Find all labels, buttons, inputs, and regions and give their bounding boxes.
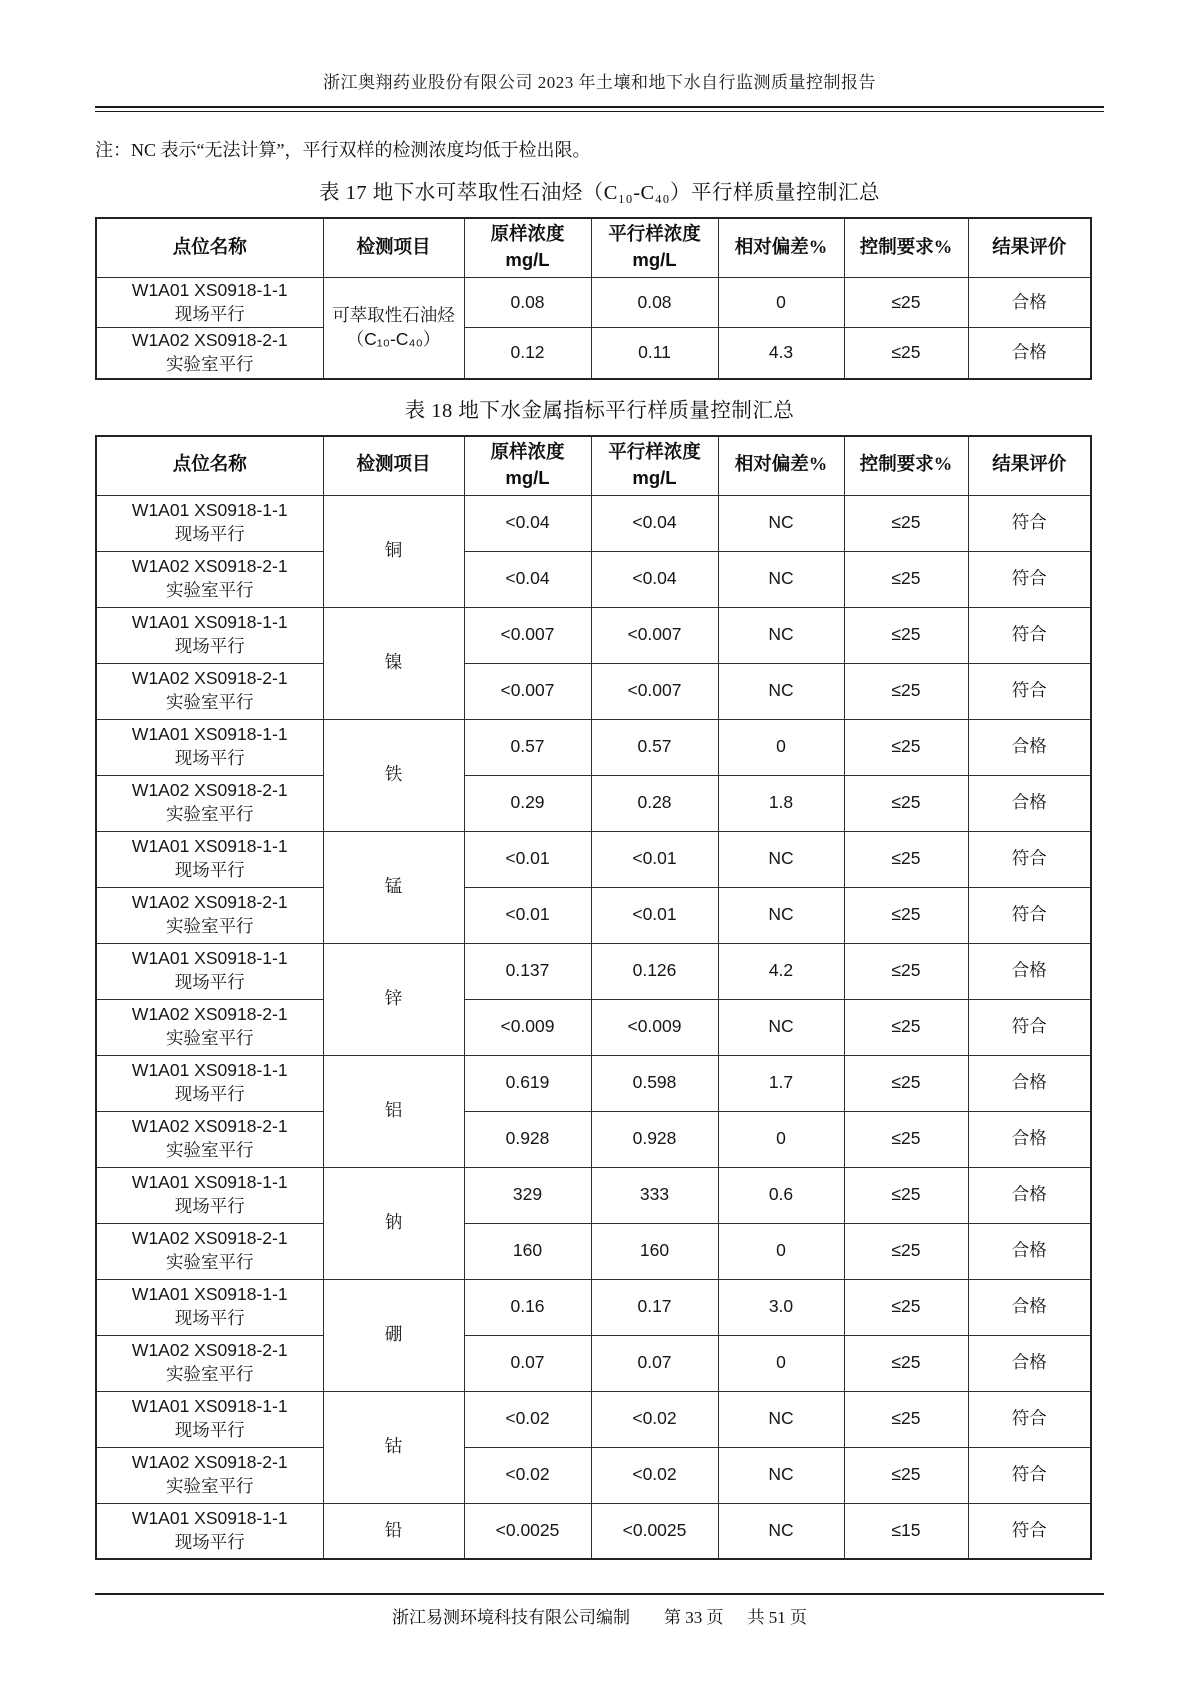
col-header-point-name	[96, 436, 323, 496]
cell-relative-deviation: 0	[718, 1111, 844, 1167]
cell-duplicate-concentration: 0.17	[591, 1279, 718, 1335]
cell-point-name	[96, 663, 323, 719]
col-header-unit: mg/L	[505, 466, 550, 488]
cell-relative-deviation: 4.2	[718, 943, 844, 999]
cell-test-item: 锰	[323, 831, 464, 943]
point-id: W1A01 XS0918-1-1	[131, 1508, 288, 1529]
cell-control-requirement: ≤25	[844, 719, 968, 775]
cell-result-evaluation: 合格	[968, 1111, 1091, 1167]
cell-relative-deviation: NC	[718, 999, 844, 1055]
col-header-relative-deviation	[718, 218, 844, 278]
cell-result-evaluation: 符合	[968, 999, 1091, 1055]
cell-point-name	[96, 1391, 323, 1447]
cell-control-requirement: ≤25	[844, 1447, 968, 1503]
cell-result-evaluation: 合格	[968, 1279, 1091, 1335]
cell-test-item: 铁	[323, 719, 464, 831]
cell-control-requirement: ≤25	[844, 1055, 968, 1111]
cell-original-concentration: <0.0025	[464, 1503, 591, 1559]
cell-point-name	[96, 551, 323, 607]
sample-type: 现场平行	[174, 748, 245, 768]
cell-test-item: 硼	[323, 1279, 464, 1391]
sample-type: 实验室平行	[166, 580, 254, 600]
col-header-label: 平行样浓度	[608, 225, 701, 246]
note-text: 注：NC 表示“无法计算”，平行双样的检测浓度均低于检出限。	[95, 140, 591, 160]
sample-type: 现场平行	[174, 1420, 245, 1440]
cell-control-requirement: ≤25	[844, 278, 968, 328]
header-double-rule	[95, 106, 1104, 112]
table-row	[96, 663, 1091, 719]
cell-control-requirement: ≤25	[844, 1391, 968, 1447]
col-header-label: 平行样浓度	[608, 442, 701, 463]
cell-control-requirement: ≤25	[844, 1223, 968, 1279]
point-id: W1A02 XS0918-2-1	[131, 780, 288, 801]
cell-duplicate-concentration: <0.02	[591, 1391, 718, 1447]
point-id: W1A01 XS0918-1-1	[131, 836, 288, 857]
cell-original-concentration: 0.928	[464, 1111, 591, 1167]
cell-result-evaluation: 合格	[968, 1167, 1091, 1223]
cell-control-requirement: ≤25	[844, 1167, 968, 1223]
cell-original-concentration: 0.07	[464, 1335, 591, 1391]
cell-duplicate-concentration: <0.01	[591, 887, 718, 943]
footer-rule	[95, 1593, 1104, 1595]
cell-duplicate-concentration: 333	[591, 1167, 718, 1223]
cell-original-concentration: 0.08	[464, 278, 591, 328]
cell-duplicate-concentration: 0.126	[591, 943, 718, 999]
cell-point-name	[96, 887, 323, 943]
col-header-label: 点位名称	[172, 455, 247, 476]
sample-type: 实验室平行	[166, 804, 254, 824]
cell-duplicate-concentration: <0.007	[591, 663, 718, 719]
cell-duplicate-concentration: <0.04	[591, 551, 718, 607]
sample-type: 实验室平行	[166, 1364, 254, 1384]
cell-result-evaluation: 符合	[968, 1447, 1091, 1503]
sample-type: 实验室平行	[166, 916, 254, 936]
cell-duplicate-concentration: 0.28	[591, 775, 718, 831]
header-row	[96, 218, 1091, 278]
sample-type: 实验室平行	[166, 1252, 254, 1272]
cell-control-requirement: ≤25	[844, 831, 968, 887]
col-header-duplicate-concentration	[591, 218, 718, 278]
cell-point-name	[96, 775, 323, 831]
cell-duplicate-concentration: 0.08	[591, 278, 718, 328]
sample-type: 现场平行	[174, 636, 245, 656]
cell-result-evaluation: 合格	[968, 328, 1091, 379]
cell-control-requirement: ≤25	[844, 663, 968, 719]
cell-original-concentration: 0.16	[464, 1279, 591, 1335]
table-row	[96, 495, 1091, 551]
cell-relative-deviation: NC	[718, 1391, 844, 1447]
cell-relative-deviation: NC	[718, 887, 844, 943]
point-id: W1A02 XS0918-2-1	[131, 1004, 288, 1025]
cell-duplicate-concentration: 160	[591, 1223, 718, 1279]
cell-control-requirement: ≤25	[844, 887, 968, 943]
col-header-control-requirement	[844, 436, 968, 496]
col-header-label: 控制要求%	[859, 237, 953, 258]
cell-result-evaluation: 符合	[968, 887, 1091, 943]
cell-relative-deviation: 0	[718, 1223, 844, 1279]
cell-duplicate-concentration: <0.0025	[591, 1503, 718, 1559]
cell-result-evaluation: 合格	[968, 1223, 1091, 1279]
cell-point-name	[96, 278, 323, 328]
cell-result-evaluation: 符合	[968, 831, 1091, 887]
sample-type: 现场平行	[174, 1531, 245, 1552]
point-id: W1A02 XS0918-2-1	[131, 1452, 288, 1473]
point-id: W1A02 XS0918-2-1	[131, 556, 288, 577]
header-row	[96, 436, 1091, 496]
col-header-test-item	[323, 218, 464, 278]
cell-test-item: 镍	[323, 607, 464, 719]
cell-relative-deviation: 0.6	[718, 1167, 844, 1223]
cell-original-concentration: 0.619	[464, 1055, 591, 1111]
sample-type: 现场平行	[174, 524, 245, 544]
cell-test-item: 铅	[323, 1503, 464, 1559]
cell-test-item: 钴	[323, 1391, 464, 1503]
cell-point-name	[96, 943, 323, 999]
table-row	[96, 1167, 1091, 1223]
cell-original-concentration: <0.007	[464, 663, 591, 719]
cell-duplicate-concentration: 0.57	[591, 719, 718, 775]
metals-parallel-table	[95, 435, 1092, 1561]
cell-result-evaluation: 合格	[968, 278, 1091, 328]
table18-title: 表 18 地下水金属指标平行样质量控制汇总	[404, 399, 795, 422]
point-id: W1A01 XS0918-1-1	[131, 1396, 288, 1417]
col-header-result-evaluation	[968, 436, 1091, 496]
point-id: W1A01 XS0918-1-1	[131, 1172, 288, 1193]
footer-page-number: 第 33 页	[664, 1608, 724, 1627]
col-header-point-name	[96, 218, 323, 278]
cell-point-name	[96, 1503, 323, 1559]
cell-relative-deviation: 0	[718, 1335, 844, 1391]
cell-control-requirement: ≤25	[844, 328, 968, 379]
cell-result-evaluation: 符合	[968, 607, 1091, 663]
point-id: W1A02 XS0918-2-1	[131, 330, 288, 351]
cell-original-concentration: 0.137	[464, 943, 591, 999]
cell-point-name	[96, 1447, 323, 1503]
cell-result-evaluation: 合格	[968, 775, 1091, 831]
point-id: W1A01 XS0918-1-1	[131, 500, 288, 521]
cell-relative-deviation: NC	[718, 495, 844, 551]
cell-duplicate-concentration: 0.598	[591, 1055, 718, 1111]
point-id: W1A02 XS0918-2-1	[131, 1228, 288, 1249]
cell-original-concentration: <0.01	[464, 831, 591, 887]
cell-result-evaluation: 符合	[968, 495, 1091, 551]
cell-relative-deviation: NC	[718, 551, 844, 607]
footer-company: 浙江易测环境科技有限公司编制	[392, 1608, 630, 1627]
cell-relative-deviation: 1.8	[718, 775, 844, 831]
table-row	[96, 1503, 1091, 1559]
col-header-label: 相对偏差%	[734, 237, 828, 258]
point-id: W1A02 XS0918-2-1	[131, 1340, 288, 1361]
cell-result-evaluation: 符合	[968, 1503, 1091, 1559]
point-id: W1A01 XS0918-1-1	[131, 948, 288, 969]
cell-point-name	[96, 607, 323, 663]
cell-original-concentration: <0.007	[464, 607, 591, 663]
table-row	[96, 775, 1091, 831]
cell-original-concentration: <0.02	[464, 1391, 591, 1447]
page-footer	[95, 1603, 1104, 1628]
cell-relative-deviation: 3.0	[718, 1279, 844, 1335]
footer-total-pages: 共 51 页	[747, 1608, 807, 1627]
cell-control-requirement: ≤25	[844, 495, 968, 551]
cell-relative-deviation: 0	[718, 719, 844, 775]
cell-relative-deviation: 0	[718, 278, 844, 328]
table-row	[96, 1055, 1091, 1111]
col-header-label: 检测项目	[356, 237, 431, 258]
cell-result-evaluation: 符合	[968, 551, 1091, 607]
sample-type: 实验室平行	[166, 1028, 254, 1048]
col-header-original-concentration	[464, 436, 591, 496]
cell-original-concentration: <0.02	[464, 1447, 591, 1503]
table-row	[96, 999, 1091, 1055]
cell-relative-deviation: NC	[718, 831, 844, 887]
cell-test-item: 铝	[323, 1055, 464, 1167]
cell-relative-deviation: NC	[718, 1503, 844, 1559]
point-id: W1A01 XS0918-1-1	[131, 1284, 288, 1305]
cell-result-evaluation: 合格	[968, 943, 1091, 999]
table-row	[96, 1111, 1091, 1167]
cell-control-requirement: ≤25	[844, 999, 968, 1055]
cell-duplicate-concentration: 0.07	[591, 1335, 718, 1391]
table-row	[96, 551, 1091, 607]
cell-point-name	[96, 328, 323, 379]
cell-control-requirement: ≤25	[844, 943, 968, 999]
cell-original-concentration: 329	[464, 1167, 591, 1223]
table-row	[96, 943, 1091, 999]
col-header-control-requirement	[844, 218, 968, 278]
table-row	[96, 719, 1091, 775]
cell-original-concentration: 0.57	[464, 719, 591, 775]
cell-duplicate-concentration: <0.007	[591, 607, 718, 663]
point-id: W1A02 XS0918-2-1	[131, 892, 288, 913]
sample-type: 实验室平行	[166, 353, 254, 374]
cell-point-name	[96, 1055, 323, 1111]
cell-control-requirement: ≤25	[844, 607, 968, 663]
cell-control-requirement: ≤25	[844, 551, 968, 607]
sample-type: 现场平行	[174, 1308, 245, 1328]
cell-point-name	[96, 999, 323, 1055]
cell-result-evaluation: 合格	[968, 719, 1091, 775]
cell-point-name	[96, 719, 323, 775]
cell-duplicate-concentration: <0.04	[591, 495, 718, 551]
table-row	[96, 1447, 1091, 1503]
cell-duplicate-concentration: <0.02	[591, 1447, 718, 1503]
point-id: W1A02 XS0918-2-1	[131, 668, 288, 689]
cell-test-item: 铜	[323, 495, 464, 607]
table-row	[96, 278, 1091, 328]
col-header-label: 结果评价	[992, 237, 1067, 258]
cell-duplicate-concentration: 0.928	[591, 1111, 718, 1167]
col-header-original-concentration	[464, 218, 591, 278]
cell-result-evaluation: 符合	[968, 1391, 1091, 1447]
cell-test-item: 锌	[323, 943, 464, 1055]
cell-relative-deviation: 1.7	[718, 1055, 844, 1111]
cell-original-concentration: <0.01	[464, 887, 591, 943]
table-row	[96, 607, 1091, 663]
sample-type: 现场平行	[174, 1196, 245, 1216]
cell-control-requirement: ≤25	[844, 1279, 968, 1335]
cell-duplicate-concentration: <0.009	[591, 999, 718, 1055]
point-id: W1A01 XS0918-1-1	[131, 612, 288, 633]
cell-original-concentration: <0.009	[464, 999, 591, 1055]
cell-point-name	[96, 831, 323, 887]
point-id: W1A02 XS0918-2-1	[131, 1116, 288, 1137]
col-header-label: 控制要求%	[859, 455, 953, 476]
sample-type: 现场平行	[174, 1084, 245, 1104]
col-header-label: 结果评价	[992, 455, 1067, 476]
cell-point-name	[96, 495, 323, 551]
cell-control-requirement: ≤15	[844, 1503, 968, 1559]
table17-title: 表 17 地下水可萃取性石油烃（C₁₀-C₄₀）平行样质量控制汇总	[318, 182, 880, 204]
cell-original-concentration: 0.29	[464, 775, 591, 831]
sample-type: 实验室平行	[166, 692, 254, 712]
cell-point-name	[96, 1335, 323, 1391]
point-id: W1A01 XS0918-1-1	[131, 1060, 288, 1081]
cell-result-evaluation: 符合	[968, 663, 1091, 719]
cell-relative-deviation: NC	[718, 607, 844, 663]
col-header-result-evaluation	[968, 218, 1091, 278]
table-row	[96, 887, 1091, 943]
cell-relative-deviation: NC	[718, 1447, 844, 1503]
col-header-duplicate-concentration	[591, 436, 718, 496]
table-row	[96, 1279, 1091, 1335]
cell-result-evaluation: 合格	[968, 1055, 1091, 1111]
col-header-unit: mg/L	[632, 466, 677, 488]
table-row	[96, 328, 1091, 379]
cell-test-item: 可萃取性石油烃（C₁₀-C₄₀）	[323, 278, 464, 379]
cell-original-concentration: <0.04	[464, 551, 591, 607]
cell-point-name	[96, 1279, 323, 1335]
sample-type: 现场平行	[174, 860, 245, 880]
sample-type: 现场平行	[174, 972, 245, 992]
sample-type: 实验室平行	[166, 1140, 254, 1160]
cell-original-concentration: 0.12	[464, 328, 591, 379]
cell-relative-deviation: 4.3	[718, 328, 844, 379]
col-header-unit: mg/L	[632, 249, 677, 270]
cell-result-evaluation: 合格	[968, 1335, 1091, 1391]
cell-relative-deviation: NC	[718, 663, 844, 719]
point-id: W1A01 XS0918-1-1	[131, 724, 288, 745]
col-header-test-item	[323, 436, 464, 496]
col-header-unit: mg/L	[505, 249, 550, 270]
petroleum-parallel-table	[95, 217, 1092, 380]
col-header-label: 相对偏差%	[734, 455, 828, 476]
table-row	[96, 1223, 1091, 1279]
col-header-label: 原样浓度	[490, 225, 565, 246]
cell-test-item: 钠	[323, 1167, 464, 1279]
cell-original-concentration: 160	[464, 1223, 591, 1279]
cell-original-concentration: <0.04	[464, 495, 591, 551]
cell-control-requirement: ≤25	[844, 775, 968, 831]
point-id: W1A01 XS0918-1-1	[131, 280, 288, 300]
page-header-title: 浙江奥翔药业股份有限公司 2023 年土壤和地下水自行监测质量控制报告	[323, 73, 876, 92]
col-header-label: 原样浓度	[490, 442, 565, 463]
cell-duplicate-concentration: <0.01	[591, 831, 718, 887]
cell-control-requirement: ≤25	[844, 1335, 968, 1391]
table-row	[96, 831, 1091, 887]
cell-duplicate-concentration: 0.11	[591, 328, 718, 379]
col-header-label: 检测项目	[356, 455, 431, 476]
cell-point-name	[96, 1223, 323, 1279]
table-row	[96, 1335, 1091, 1391]
col-header-label: 点位名称	[172, 237, 247, 258]
sample-type: 现场平行	[174, 303, 245, 324]
cell-control-requirement: ≤25	[844, 1111, 968, 1167]
col-header-relative-deviation	[718, 436, 844, 496]
table-row	[96, 1391, 1091, 1447]
sample-type: 实验室平行	[166, 1476, 254, 1496]
cell-point-name	[96, 1167, 323, 1223]
cell-point-name	[96, 1111, 323, 1167]
